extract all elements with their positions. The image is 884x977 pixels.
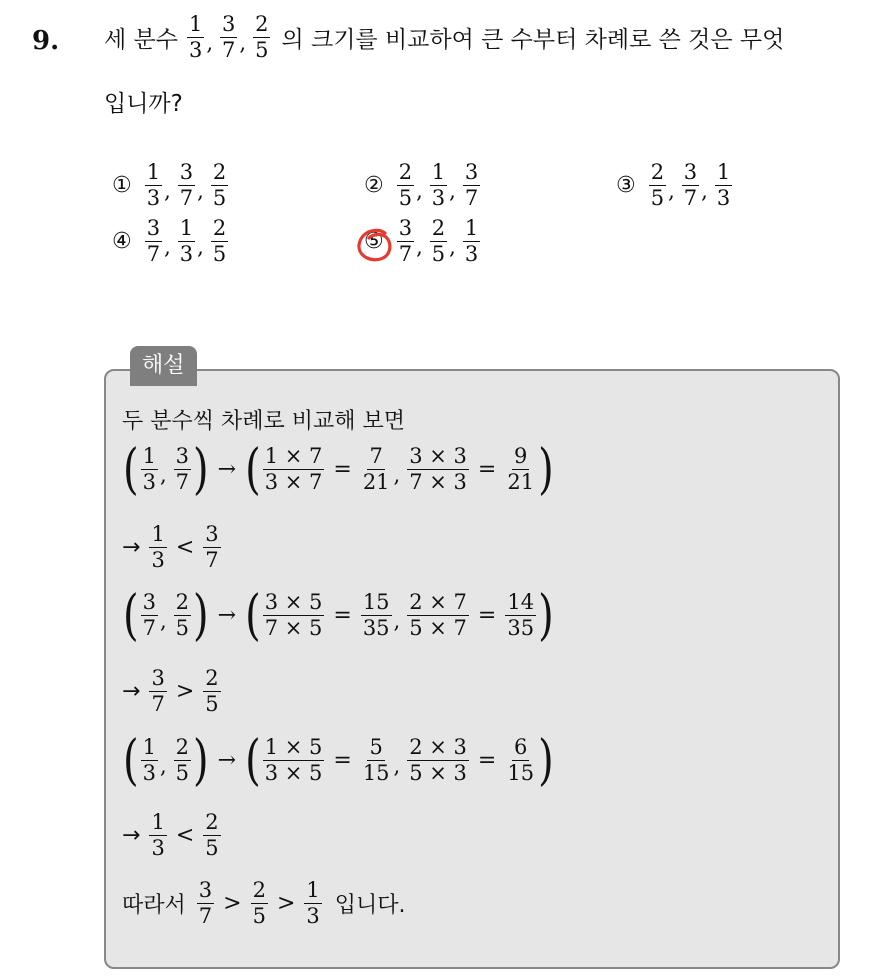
choice-5[interactable]: ⑤ $\frac{3}{7}$ , $\frac{2}{5}$ , $\frac{1}{3}$ (364, 216, 479, 266)
solution-result-1: → $\frac{1}{3}$ < $\frac{3}{7}$ (122, 522, 219, 572)
question-intro: 세 분수 (104, 27, 178, 53)
fraction: $\frac{1}{3}$ (188, 12, 203, 62)
fraction: $\frac{2}{5}$ (255, 12, 269, 62)
solution-final: 따라서 $\frac{3}{7}$ > $\frac{2}{5}$ > $\frac{1}{3}$ 입니다. (122, 878, 406, 928)
question-number: 9. (32, 26, 60, 56)
fraction: $\frac{3}{7}$ (222, 12, 236, 62)
solution-pair-2: ( $\frac{3}{7}$ , $\frac{2}{5}$ ) → ( $\frac{3 \times 5}{7 \times 5}$ = $\frac{15}{35}$ , $\frac{2 \times 7}{5 \times 7}$ = $\frac{14}{35}$ ) (123, 584, 554, 647)
answer-circle-mark-icon (355, 225, 395, 265)
question-line-1: 세 분수 $\frac{1}{3}$ , $\frac{3}{7}$ , $\frac{2}{5}$ 의 크기를 비교하여 큰 수부터 차례로 쓴 것은 무엇 (104, 12, 785, 62)
solution-line-1: 두 분수씩 차례로 비교해 보면 (122, 409, 405, 434)
choice-2[interactable]: ② $\frac{2}{5}$ , $\frac{1}{3}$ , $\frac{3}{7}$ (364, 160, 479, 210)
solution-pair-1: ( $\frac{1}{3}$ , $\frac{3}{7}$ ) → ( $\frac{1 \times 7}{3 \times 7}$ = $\frac{7}{21}$ , $\frac{3 \times 3}{7 \times 3}$ = $\frac{9}{21}$ ) (123, 438, 554, 501)
solution-pair-3: ( $\frac{1}{3}$ , $\frac{2}{5}$ ) → ( $\frac{1 \times 5}{3 \times 5}$ = $\frac{5}{15}$ , $\frac{2 \times 3}{5 \times 3}$ = $\frac{6}{15}$ ) (123, 729, 554, 792)
choice-1[interactable]: ① $\frac{1}{3}$ , $\frac{3}{7}$ , $\frac{2}{5}$ (112, 160, 227, 210)
choice-4[interactable]: ④ $\frac{3}{7}$ , $\frac{1}{3}$ , $\frac{2}{5}$ (112, 216, 227, 266)
solution-result-2: → $\frac{3}{7}$ > $\frac{2}{5}$ (122, 666, 219, 716)
question-line-2: 입니까? (104, 91, 183, 117)
choice-3[interactable]: ③ $\frac{2}{5}$ , $\frac{3}{7}$ , $\frac{1}{3}$ (616, 160, 731, 210)
question-text: 의 크기를 비교하여 큰 수부터 차례로 쓴 것은 무엇 (281, 27, 785, 53)
solution-result-3: → $\frac{1}{3}$ < $\frac{2}{5}$ (122, 810, 219, 860)
solution-badge: 해설 (130, 346, 197, 386)
